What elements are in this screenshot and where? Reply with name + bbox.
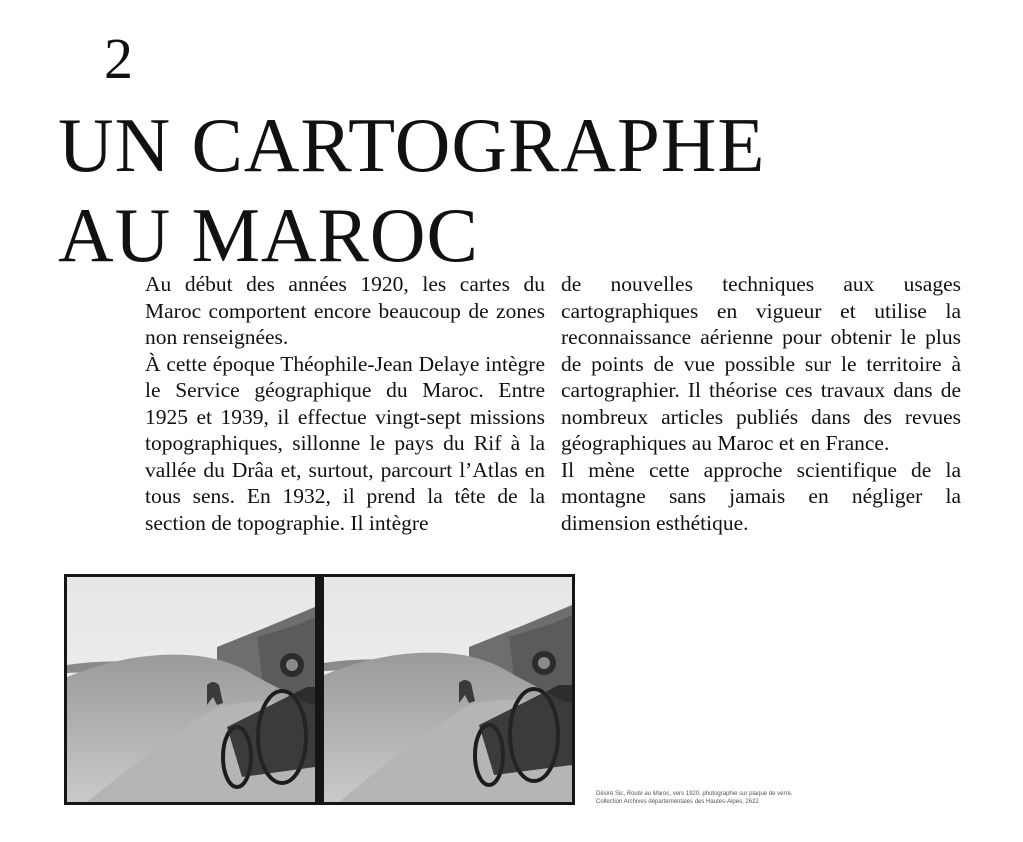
- chapter-number: 2: [104, 26, 134, 91]
- road-car-photo-left: [67, 577, 315, 802]
- title-line-1: UN CARTOGRAPHE: [58, 102, 766, 188]
- caption-credit: Collection Archives départementales des Hautes-Alpes, 2622: [596, 799, 759, 805]
- caption-details: , vers 1920, photographie sur plaque de verre.: [669, 791, 793, 797]
- paragraph-delaye: À cette époque Théophile-Jean Delaye intègre le Service géographique du Maroc. Entre 1925 et 1939, il effectue vingt-sept missions topographiques, sillonne le pays du Rif à la vallée du Drâa et, surtout, parcourt l’Atlas en tous sens. En 1932, il prend la tête de la section de topographie. Il intègre: [145, 351, 545, 535]
- page-title: [58, 100, 765, 280]
- caption-author: Désiré Sic,: [596, 791, 626, 797]
- text-column-left: [145, 271, 545, 536]
- photo-caption: [596, 790, 856, 806]
- stereo-frame-left: [67, 577, 315, 802]
- stereo-frame-right: [324, 577, 572, 802]
- paragraph-intro: Au début des années 1920, les cartes du Maroc comportent encore beaucoup de zones non renseignées.: [145, 272, 545, 349]
- title-line-2: AU MAROC: [58, 192, 479, 278]
- paragraph-techniques: de nouvelles techniques aux usages cartographiques en vigueur et utilise la reconnaissance aérienne pour obtenir le plus de points de vue possible sur le territoire à cartographier. Il théorise ces travaux dans de nombreux articles publiés dans des revues géographiques au Maroc et en France.: [561, 272, 961, 455]
- stereo-photograph: [64, 574, 575, 805]
- caption-work-title: Route au Maroc: [626, 791, 670, 797]
- paragraph-aesthetic: Il mène cette approche scientifique de la montagne sans jamais en négliger la dimension esthétique.: [561, 457, 961, 535]
- text-column-right: [561, 271, 961, 536]
- road-car-photo-right: [324, 577, 572, 802]
